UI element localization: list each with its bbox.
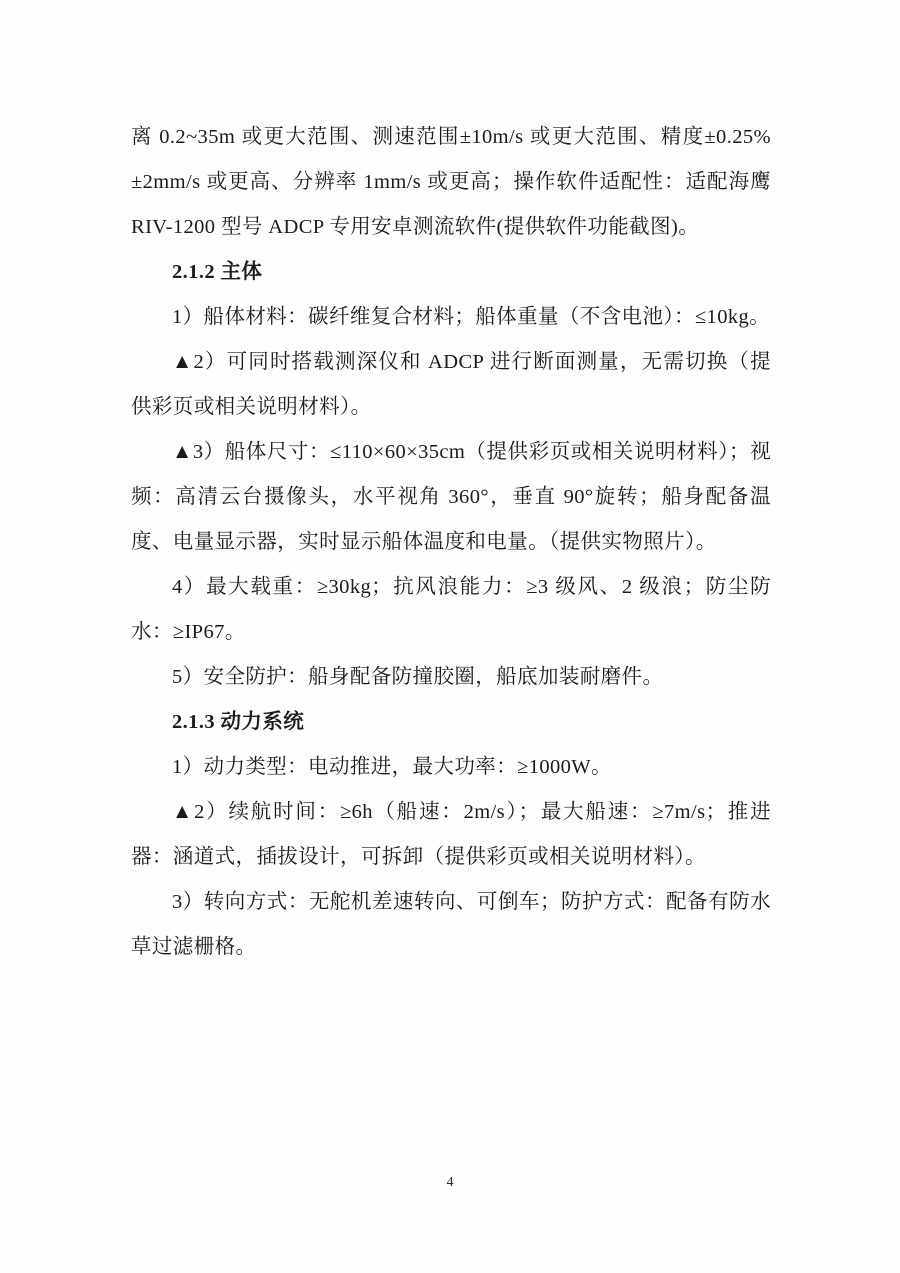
paragraph-endurance: ▲2）续航时间：≥6h（船速：2m/s）；最大船速：≥7m/s；推进器：涵道式，插拔设计，可拆卸（提供彩页或相关说明材料）。 <box>131 801 771 868</box>
paragraph-power-type: 1）动力类型：电动推进，最大功率：≥1000W。 <box>172 756 612 778</box>
section-heading-2-1-3: 2.1.3 动力系统 <box>172 711 305 733</box>
paragraph-dual-payload: ▲2）可同时搭载测深仪和 ADCP 进行断面测量，无需切换（提供彩页或相关说明材料）。 <box>131 351 771 418</box>
section-heading-2-1-2: 2.1.2 主体 <box>172 261 263 283</box>
paragraph-steering: 3）转向方式：无舵机差速转向、可倒车；防护方式：配备有防水草过滤栅格。 <box>131 891 771 958</box>
paragraph-max-load: 4）最大载重：≥30kg；抗风浪能力：≥3 级风、2 级浪；防尘防水：≥IP67。 <box>131 576 771 643</box>
paragraph-intro: 离 0.2~35m 或更大范围、测速范围±10m/s 或更大范围、精度±0.25%±2mm/s 或更高、分辨率 1mm/s 或更高；操作软件适配性：适配海鹰 RIV-1200 型号 ADCP 专用安卓测流软件(提供软件功能截图)。 <box>131 126 777 238</box>
page-body <box>131 115 777 970</box>
paragraph-hull-dimensions: ▲3）船体尺寸：≤110×60×35cm（提供彩页或相关说明材料）；视频：高清云台摄像头，水平视角 360°，垂直 90°旋转；船身配备温度、电量显示器，实时显示船体温度和电量。（提供实物照片）。 <box>131 441 771 553</box>
paragraph-hull-material: 1）船体材料：碳纤维复合材料；船体重量（不含电池）：≤10kg。 <box>172 306 771 328</box>
paragraph-safety-protection: 5）安全防护：船身配备防撞胶圈，船底加装耐磨件。 <box>172 666 664 688</box>
page-number: 4 <box>446 1175 454 1190</box>
